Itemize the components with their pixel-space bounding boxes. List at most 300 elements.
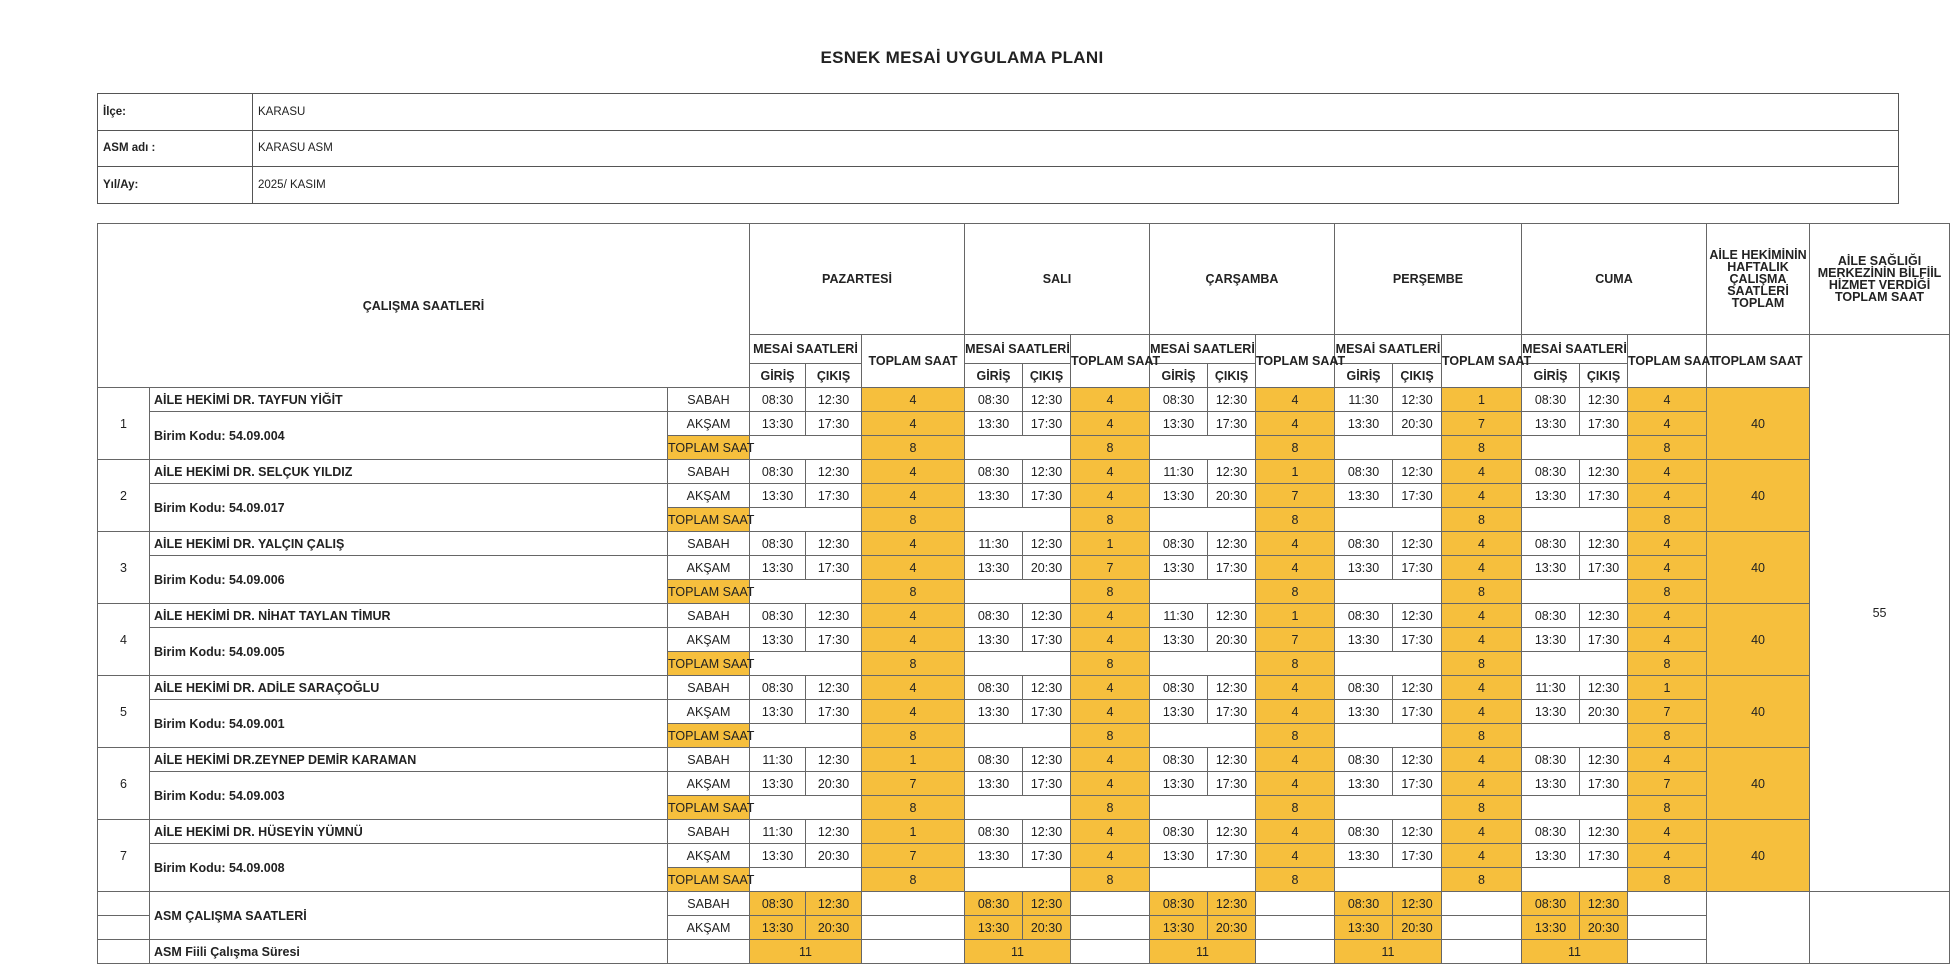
asm-evening-in: 13:30 [750, 916, 806, 940]
asm-actual-label: ASM Fiili Çalışma Süresi [150, 940, 668, 964]
asm-blank-cell [1071, 940, 1150, 964]
evening-hours: 4 [1071, 628, 1150, 652]
asm-evening-in: 13:30 [1150, 916, 1208, 940]
mesai-header-wednesday: MESAİ SAATLERİ [1150, 335, 1256, 364]
day-total-spacer [965, 868, 1071, 892]
asm-actual-hours-tuesday: 11 [965, 940, 1071, 964]
morning-in-time: 08:30 [965, 604, 1023, 628]
day-total-hours: 8 [1256, 796, 1335, 820]
day-total-spacer [965, 436, 1071, 460]
total-label: TOPLAM SAAT [668, 580, 750, 604]
evening-out-time: 17:30 [1393, 628, 1442, 652]
evening-hours: 4 [1256, 412, 1335, 436]
morning-in-time: 08:30 [1150, 532, 1208, 556]
asm-morning-in: 08:30 [965, 892, 1023, 916]
doctor-5-evening-row [98, 700, 1950, 724]
morning-in-time: 11:30 [965, 532, 1023, 556]
morning-hours: 4 [862, 676, 965, 700]
morning-out-time: 12:30 [806, 532, 862, 556]
schedule-table [97, 223, 1950, 964]
evening-label: AKŞAM [668, 844, 750, 868]
day-total-hours: 8 [862, 508, 965, 532]
day-total-spacer [1150, 652, 1256, 676]
day-total-spacer [1522, 796, 1628, 820]
doctor-number: 6 [98, 748, 150, 820]
unit-code: Birim Kodu: 54.09.017 [150, 484, 668, 532]
doctor-1-morning-row [98, 388, 1950, 412]
morning-hours: 4 [1256, 748, 1335, 772]
morning-hours: 1 [862, 748, 965, 772]
asm-hours-label: ASM ÇALIŞMA SAATLERİ [150, 892, 668, 940]
day-total-spacer [750, 580, 862, 604]
unit-code: Birim Kodu: 54.09.005 [150, 628, 668, 676]
asm-blank-cell [1628, 892, 1707, 916]
day-total-spacer [1522, 508, 1628, 532]
evening-hours: 4 [1442, 844, 1522, 868]
evening-in-time: 13:30 [1522, 628, 1580, 652]
doctor-number: 3 [98, 532, 150, 604]
doctor-number: 5 [98, 676, 150, 748]
evening-hours: 7 [1256, 628, 1335, 652]
evening-hours: 4 [1071, 484, 1150, 508]
evening-hours: 4 [1442, 772, 1522, 796]
evening-out-time: 20:30 [1580, 700, 1628, 724]
evening-out-time: 17:30 [1580, 628, 1628, 652]
morning-in-time: 08:30 [1522, 820, 1580, 844]
evening-out-time: 17:30 [1580, 844, 1628, 868]
evening-out-time: 17:30 [806, 556, 862, 580]
morning-out-time: 12:30 [1208, 460, 1256, 484]
morning-in-time: 11:30 [1335, 388, 1393, 412]
asm-morning-out: 12:30 [1208, 892, 1256, 916]
asm-blank-cell [862, 916, 965, 940]
evening-hours: 4 [1442, 484, 1522, 508]
evening-out-time: 17:30 [1023, 772, 1071, 796]
evening-in-time: 13:30 [750, 844, 806, 868]
morning-in-time: 08:30 [1335, 460, 1393, 484]
morning-hours: 4 [1442, 604, 1522, 628]
evening-hours: 4 [862, 556, 965, 580]
asm-blank-cell [98, 940, 150, 964]
morning-out-time: 12:30 [1580, 532, 1628, 556]
morning-in-time: 08:30 [965, 460, 1023, 484]
asm-morning-out: 12:30 [1023, 892, 1071, 916]
evening-label: AKŞAM [668, 484, 750, 508]
total-label: TOPLAM SAAT [668, 436, 750, 460]
doctor-number: 2 [98, 460, 150, 532]
day-total-hours: 8 [1071, 652, 1150, 676]
day-total-hours: 8 [1071, 796, 1150, 820]
morning-out-time: 12:30 [806, 388, 862, 412]
evening-hours: 4 [1071, 700, 1150, 724]
evening-hours: 7 [1628, 772, 1707, 796]
morning-hours: 1 [1071, 532, 1150, 556]
morning-in-time: 08:30 [965, 748, 1023, 772]
asm-blank-cell [1810, 892, 1950, 964]
evening-out-time: 17:30 [1023, 844, 1071, 868]
mesai-header-tuesday: MESAİ SAATLERİ [965, 335, 1071, 364]
morning-hours: 4 [1628, 532, 1707, 556]
day-total-spacer [750, 796, 862, 820]
evening-in-time: 13:30 [750, 556, 806, 580]
evening-hours: 7 [862, 844, 965, 868]
header-row-days [98, 224, 1950, 335]
day-total-spacer [965, 508, 1071, 532]
day-total-hours: 8 [1256, 580, 1335, 604]
day-total-spacer [1150, 436, 1256, 460]
morning-hours: 4 [1628, 820, 1707, 844]
doctor-6-evening-row [98, 772, 1950, 796]
evening-in-time: 13:30 [965, 700, 1023, 724]
asm-actual-hours-friday: 11 [1522, 940, 1628, 964]
evening-in-time: 13:30 [1522, 844, 1580, 868]
evening-hours: 4 [1628, 556, 1707, 580]
evening-out-time: 20:30 [806, 772, 862, 796]
morning-out-time: 12:30 [806, 460, 862, 484]
morning-in-time: 08:30 [965, 676, 1023, 700]
doctor-7-morning-row [98, 820, 1950, 844]
district-label: İlçe: [98, 94, 253, 131]
evening-out-time: 17:30 [806, 484, 862, 508]
evening-out-time: 17:30 [1393, 844, 1442, 868]
day-header-monday: PAZARTESİ [750, 224, 965, 335]
evening-hours: 7 [862, 772, 965, 796]
asm-name-value: KARASU ASM [253, 130, 1899, 167]
morning-out-time: 12:30 [1023, 460, 1071, 484]
asm-evening-in: 13:30 [965, 916, 1023, 940]
morning-out-time: 12:30 [1393, 532, 1442, 556]
morning-hours: 4 [1071, 388, 1150, 412]
morning-out-time: 12:30 [1023, 676, 1071, 700]
morning-hours: 1 [1628, 676, 1707, 700]
morning-in-time: 08:30 [750, 676, 806, 700]
evening-in-time: 13:30 [1522, 772, 1580, 796]
evening-hours: 4 [1628, 844, 1707, 868]
morning-out-time: 12:30 [1580, 748, 1628, 772]
evening-in-time: 13:30 [1522, 556, 1580, 580]
day-total-spacer [1522, 868, 1628, 892]
doctor-number: 1 [98, 388, 150, 460]
morning-out-time: 12:30 [806, 604, 862, 628]
evening-out-time: 17:30 [1393, 484, 1442, 508]
day-total-header-friday: TOPLAM SAAT [1628, 335, 1707, 388]
asm-blank-cell [668, 940, 750, 964]
asm-blank-cell [1256, 892, 1335, 916]
day-header-friday: CUMA [1522, 224, 1707, 335]
page-title: ESNEK MESAİ UYGULAMA PLANI [820, 48, 1104, 67]
evening-hours: 4 [1256, 844, 1335, 868]
day-total-spacer [965, 652, 1071, 676]
out-header-monday: ÇIKIŞ [806, 364, 862, 388]
year-month-label: Yıl/Ay: [98, 167, 253, 204]
evening-in-time: 13:30 [750, 484, 806, 508]
asm-evening-in: 13:30 [1522, 916, 1580, 940]
day-total-spacer [1522, 436, 1628, 460]
morning-hours: 4 [1256, 388, 1335, 412]
morning-hours: 4 [862, 460, 965, 484]
asm-blank-cell [98, 892, 150, 916]
info-row-district [98, 94, 1899, 131]
evening-hours: 7 [1628, 700, 1707, 724]
morning-in-time: 11:30 [750, 748, 806, 772]
morning-hours: 4 [1442, 532, 1522, 556]
evening-hours: 4 [1071, 772, 1150, 796]
morning-out-time: 12:30 [1208, 748, 1256, 772]
asm-total-hours-value: 55 [1810, 335, 1950, 892]
day-total-spacer [1335, 868, 1442, 892]
evening-out-time: 17:30 [1023, 700, 1071, 724]
doctor-weekly-total: 40 [1707, 388, 1810, 460]
morning-in-time: 11:30 [1522, 676, 1580, 700]
evening-hours: 4 [1628, 484, 1707, 508]
day-total-hours: 8 [1071, 508, 1150, 532]
day-total-spacer [1335, 580, 1442, 604]
evening-label: AKŞAM [668, 772, 750, 796]
day-total-spacer [1150, 508, 1256, 532]
evening-label: AKŞAM [668, 916, 750, 940]
doctor-name: AİLE HEKİMİ DR.ZEYNEP DEMİR KARAMAN [150, 748, 668, 772]
morning-hours: 1 [1256, 604, 1335, 628]
asm-evening-out: 20:30 [1208, 916, 1256, 940]
morning-out-time: 12:30 [1023, 748, 1071, 772]
day-header-thursday: PERŞEMBE [1335, 224, 1522, 335]
day-total-hours: 8 [1628, 796, 1707, 820]
out-header-thursday: ÇIKIŞ [1393, 364, 1442, 388]
morning-in-time: 11:30 [750, 820, 806, 844]
morning-label: SABAH [668, 460, 750, 484]
day-total-hours: 8 [1442, 868, 1522, 892]
morning-hours: 4 [1628, 748, 1707, 772]
morning-out-time: 12:30 [1023, 820, 1071, 844]
unit-code: Birim Kodu: 54.09.001 [150, 700, 668, 748]
day-total-hours: 8 [1256, 436, 1335, 460]
morning-out-time: 12:30 [1208, 604, 1256, 628]
mesai-header-thursday: MESAİ SAATLERİ [1335, 335, 1442, 364]
asm-blank-cell [862, 940, 965, 964]
morning-hours: 4 [1442, 820, 1522, 844]
day-total-hours: 8 [1628, 724, 1707, 748]
asm-blank-cell [98, 916, 150, 940]
evening-out-time: 17:30 [1208, 700, 1256, 724]
morning-hours: 4 [1071, 604, 1150, 628]
evening-in-time: 13:30 [965, 772, 1023, 796]
evening-out-time: 17:30 [806, 412, 862, 436]
day-total-hours: 8 [1256, 868, 1335, 892]
evening-hours: 7 [1442, 412, 1522, 436]
day-total-hours: 8 [1256, 652, 1335, 676]
asm-hours-morning-row [98, 892, 1950, 916]
day-total-spacer [750, 724, 862, 748]
day-total-hours: 8 [862, 652, 965, 676]
day-total-hours: 8 [1071, 436, 1150, 460]
morning-in-time: 08:30 [1335, 676, 1393, 700]
morning-out-time: 12:30 [1580, 820, 1628, 844]
evening-out-time: 17:30 [1580, 484, 1628, 508]
morning-out-time: 12:30 [1580, 460, 1628, 484]
evening-hours: 4 [862, 412, 965, 436]
morning-out-time: 12:30 [1393, 748, 1442, 772]
evening-hours: 4 [1071, 844, 1150, 868]
day-total-spacer [1335, 508, 1442, 532]
asm-actual-row [98, 940, 1950, 964]
morning-hours: 1 [1256, 460, 1335, 484]
evening-hours: 4 [1442, 700, 1522, 724]
day-header-tuesday: SALI [965, 224, 1150, 335]
day-total-header-wednesday: TOPLAM SAAT [1256, 335, 1335, 388]
asm-blank-cell [1628, 916, 1707, 940]
evening-hours: 4 [1442, 556, 1522, 580]
morning-in-time: 08:30 [1522, 748, 1580, 772]
morning-in-time: 08:30 [1522, 604, 1580, 628]
unit-code: Birim Kodu: 54.09.003 [150, 772, 668, 820]
morning-out-time: 12:30 [1393, 820, 1442, 844]
evening-in-time: 13:30 [1150, 412, 1208, 436]
asm-morning-in: 08:30 [1150, 892, 1208, 916]
evening-in-time: 13:30 [750, 412, 806, 436]
doctor-3-evening-row [98, 556, 1950, 580]
out-header-tuesday: ÇIKIŞ [1023, 364, 1071, 388]
evening-out-time: 17:30 [1023, 412, 1071, 436]
day-total-spacer [750, 508, 862, 532]
asm-service-hours-header: AİLE SAĞLIĞI MERKEZİNİN BİLFİİL HİZMET VERDİĞİ TOPLAM SAAT [1810, 224, 1950, 335]
doctor-number: 4 [98, 604, 150, 676]
doctor-name: AİLE HEKİMİ DR. ADİLE SARAÇOĞLU [150, 676, 668, 700]
doctor-5-morning-row [98, 676, 1950, 700]
working-hours-header: ÇALIŞMA SAATLERİ [98, 224, 750, 388]
day-total-hours: 8 [1442, 796, 1522, 820]
evening-label: AKŞAM [668, 700, 750, 724]
doctor-4-evening-row [98, 628, 1950, 652]
day-total-hours: 8 [1628, 580, 1707, 604]
asm-blank-cell [1071, 892, 1150, 916]
day-total-hours: 8 [862, 724, 965, 748]
evening-hours: 4 [1442, 628, 1522, 652]
asm-blank-cell [1707, 892, 1810, 964]
day-total-hours: 8 [1442, 652, 1522, 676]
evening-hours: 7 [1071, 556, 1150, 580]
morning-in-time: 08:30 [750, 388, 806, 412]
evening-in-time: 13:30 [1335, 484, 1393, 508]
doctor-6-morning-row [98, 748, 1950, 772]
unit-code: Birim Kodu: 54.09.006 [150, 556, 668, 604]
morning-out-time: 12:30 [1208, 532, 1256, 556]
day-total-spacer [1150, 724, 1256, 748]
evening-out-time: 17:30 [1208, 556, 1256, 580]
day-total-spacer [750, 868, 862, 892]
asm-evening-in: 13:30 [1335, 916, 1393, 940]
morning-in-time: 08:30 [1335, 604, 1393, 628]
evening-out-time: 20:30 [1208, 484, 1256, 508]
evening-in-time: 13:30 [1522, 412, 1580, 436]
doctor-4-morning-row [98, 604, 1950, 628]
doctor-1-evening-row [98, 412, 1950, 436]
morning-out-time: 12:30 [806, 820, 862, 844]
day-total-hours: 8 [1442, 580, 1522, 604]
evening-in-time: 13:30 [965, 556, 1023, 580]
info-row-year-month [98, 167, 1899, 204]
evening-in-time: 13:30 [1335, 412, 1393, 436]
out-header-wednesday: ÇIKIŞ [1208, 364, 1256, 388]
asm-blank-cell [1071, 916, 1150, 940]
morning-in-time: 08:30 [1522, 460, 1580, 484]
evening-out-time: 17:30 [1023, 628, 1071, 652]
evening-hours: 4 [862, 484, 965, 508]
evening-in-time: 13:30 [1150, 556, 1208, 580]
morning-hours: 4 [1442, 748, 1522, 772]
evening-hours: 4 [1071, 412, 1150, 436]
evening-in-time: 13:30 [1335, 556, 1393, 580]
morning-hours: 4 [1442, 676, 1522, 700]
evening-out-time: 20:30 [806, 844, 862, 868]
doctor-weekly-total: 40 [1707, 748, 1810, 820]
morning-in-time: 08:30 [1150, 748, 1208, 772]
day-total-spacer [1335, 652, 1442, 676]
day-total-spacer [1335, 436, 1442, 460]
evening-out-time: 17:30 [1208, 412, 1256, 436]
total-label: TOPLAM SAAT [668, 652, 750, 676]
in-header-friday: GİRİŞ [1522, 364, 1580, 388]
morning-hours: 4 [1442, 460, 1522, 484]
asm-blank-cell [1442, 940, 1522, 964]
evening-label: AKŞAM [668, 628, 750, 652]
morning-label: SABAH [668, 676, 750, 700]
evening-out-time: 17:30 [1580, 556, 1628, 580]
day-total-hours: 8 [1628, 868, 1707, 892]
asm-evening-out: 20:30 [1023, 916, 1071, 940]
evening-hours: 4 [862, 628, 965, 652]
in-header-monday: GİRİŞ [750, 364, 806, 388]
evening-out-time: 17:30 [1393, 556, 1442, 580]
day-total-header-tuesday: TOPLAM SAAT [1071, 335, 1150, 388]
total-label: TOPLAM SAAT [668, 508, 750, 532]
evening-in-time: 13:30 [750, 772, 806, 796]
morning-hours: 4 [862, 532, 965, 556]
asm-blank-cell [1256, 916, 1335, 940]
evening-in-time: 13:30 [750, 628, 806, 652]
morning-out-time: 12:30 [1580, 388, 1628, 412]
evening-hours: 4 [1256, 700, 1335, 724]
in-header-tuesday: GİRİŞ [965, 364, 1023, 388]
day-total-hours: 8 [1628, 436, 1707, 460]
evening-out-time: 17:30 [1393, 772, 1442, 796]
evening-in-time: 13:30 [1150, 700, 1208, 724]
day-total-spacer [1522, 652, 1628, 676]
evening-out-time: 20:30 [1208, 628, 1256, 652]
asm-actual-hours-wednesday: 11 [1150, 940, 1256, 964]
morning-in-time: 11:30 [1150, 460, 1208, 484]
day-total-hours: 8 [1256, 508, 1335, 532]
doctor-number: 7 [98, 820, 150, 892]
day-total-hours: 8 [1442, 508, 1522, 532]
evening-in-time: 13:30 [965, 412, 1023, 436]
day-total-spacer [1522, 580, 1628, 604]
morning-in-time: 08:30 [750, 460, 806, 484]
morning-hours: 4 [862, 388, 965, 412]
evening-out-time: 17:30 [806, 628, 862, 652]
morning-label: SABAH [668, 388, 750, 412]
info-row-asm-name [98, 130, 1899, 167]
in-header-thursday: GİRİŞ [1335, 364, 1393, 388]
morning-in-time: 08:30 [1150, 388, 1208, 412]
morning-out-time: 12:30 [1023, 604, 1071, 628]
weekly-total-subheader: TOPLAM SAAT [1707, 335, 1810, 388]
day-total-spacer [965, 796, 1071, 820]
morning-hours: 1 [862, 820, 965, 844]
day-total-hours: 8 [1628, 508, 1707, 532]
asm-evening-out: 20:30 [1580, 916, 1628, 940]
morning-out-time: 12:30 [1393, 388, 1442, 412]
asm-morning-out: 12:30 [1393, 892, 1442, 916]
